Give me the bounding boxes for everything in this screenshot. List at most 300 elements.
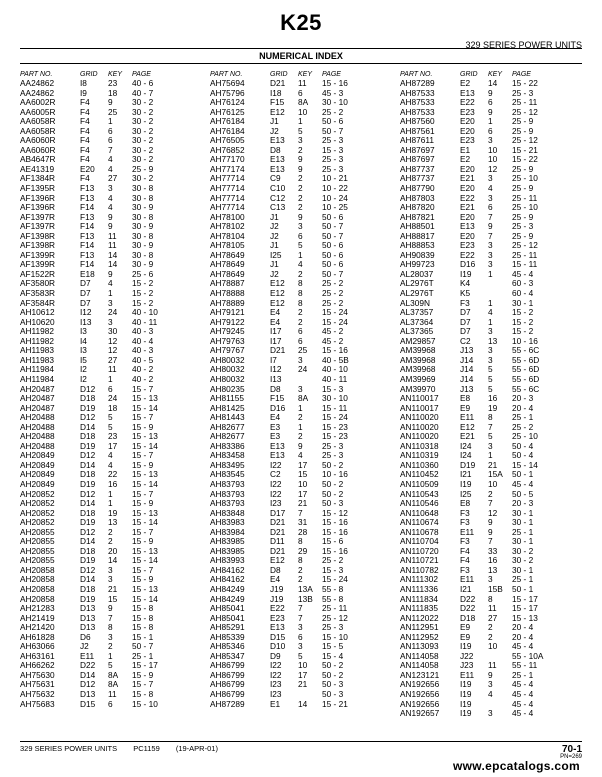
part-cell: AH20488 (20, 431, 55, 442)
grid-cell: D21 (270, 526, 286, 537)
page-cell: 30 - 8 (132, 249, 154, 260)
part-cell: AH86799 (210, 669, 245, 680)
grid-cell: F3 (460, 536, 470, 547)
page-cell: 15 - 17 (512, 593, 538, 604)
page-cell: 30 - 1 (512, 536, 534, 547)
page-cell: 15 - 4 (322, 650, 344, 661)
page-cell: 30 - 2 (132, 116, 154, 127)
page-cell: 15 - 7 (132, 564, 154, 575)
key-cell: 8 (298, 555, 303, 566)
page-cell: 30 - 10 (322, 97, 348, 108)
page-cell: 15 - 23 (322, 421, 348, 432)
key-cell: 3 (298, 622, 303, 633)
grid-cell: E11 (460, 412, 475, 423)
key-cell: 9 (488, 87, 493, 98)
key-cell: 12 (108, 335, 118, 346)
key-cell: 1 (108, 498, 113, 509)
key-cell: 1 (298, 249, 303, 260)
grid-cell: I13 (270, 373, 282, 384)
key-cell: 28 (298, 526, 308, 537)
grid-cell: E12 (270, 278, 285, 289)
part-cell: AH83848 (210, 507, 245, 518)
key-cell: 15 (108, 593, 118, 604)
page-cell: 30 - 1 (512, 507, 534, 518)
key-cell: 8 (488, 412, 493, 423)
part-cell: AH87533 (400, 87, 435, 98)
part-cell: AA6002R (20, 97, 56, 108)
grid-cell: F4 (80, 125, 90, 136)
grid-cell: I4 (80, 335, 87, 346)
grid-cell: D12 (80, 383, 96, 394)
page-cell: 50 - 7 (322, 268, 344, 279)
key-cell: 12 (108, 345, 118, 356)
part-cell: AF3580R (20, 278, 56, 289)
pn-code: PN=269 (560, 754, 582, 760)
grid-cell: E23 (460, 106, 475, 117)
key-cell: 2 (488, 631, 493, 642)
part-cell: AH87737 (400, 173, 435, 184)
key-cell: 2 (298, 564, 303, 575)
grid-cell: J19 (270, 593, 284, 604)
key-cell: 2 (298, 431, 303, 442)
page-cell: 15 - 14 (132, 478, 158, 489)
page-cell: 15 - 9 (132, 459, 154, 470)
table-row (400, 709, 590, 719)
part-cell: AH20852 (20, 517, 55, 528)
key-cell: 13 (488, 564, 498, 575)
part-cell: AL2976T (400, 278, 434, 289)
part-cell: AH63066 (20, 641, 55, 652)
page-cell: 15 - 14 (132, 555, 158, 566)
grid-cell: J14 (460, 364, 474, 375)
part-cell: AN110648 (400, 507, 439, 518)
key-cell: 3 (488, 574, 493, 585)
page-cell: 55 - 6D (512, 354, 540, 365)
page-cell: 25 - 2 (322, 555, 344, 566)
part-cell: AH87289 (210, 698, 245, 709)
key-cell: 1 (488, 316, 493, 327)
grid-cell: E13 (270, 440, 285, 451)
page-cell: 40 - 2 (132, 373, 154, 384)
part-cell: AH88817 (400, 230, 435, 241)
key-cell: 3 (488, 708, 493, 719)
part-cell: AH76184 (210, 116, 245, 127)
key-cell: 25 (298, 345, 308, 356)
part-cell: AM39968 (400, 364, 436, 375)
key-cell: 21 (298, 679, 308, 690)
part-cell: AN110674 (400, 517, 439, 528)
grid-cell: J14 (460, 373, 474, 384)
grid-cell: E3 (270, 421, 281, 432)
grid-cell: F14 (80, 221, 95, 232)
part-cell: AH66262 (20, 660, 55, 671)
key-cell: 27 (108, 354, 118, 365)
key-cell: 3 (108, 564, 113, 575)
grid-cell: I12 (270, 364, 282, 375)
top-rule (20, 48, 582, 49)
grid-cell: E22 (460, 97, 475, 108)
key-cell: 11 (298, 78, 307, 88)
part-cell: AH99723 (400, 259, 435, 270)
key-cell: 29 (298, 545, 308, 556)
key-cell: 8A (108, 669, 119, 680)
page-cell: 60 - 4 (512, 288, 534, 299)
part-cell: AH75632 (20, 689, 55, 699)
part-cell: AH87790 (400, 183, 435, 194)
key-cell: 6 (108, 383, 113, 394)
part-cell: AH78887 (210, 278, 245, 289)
header-page: PAGE (132, 71, 151, 78)
key-cell: 1 (488, 297, 493, 308)
page-cell: 15 - 13 (132, 507, 158, 518)
key-cell: 3 (488, 249, 493, 260)
key-cell: 11 (488, 660, 497, 671)
page-cell: 15 - 13 (132, 431, 158, 442)
part-cell: AH20855 (20, 555, 55, 566)
key-cell: 1 (108, 288, 113, 299)
grid-cell: D14 (80, 669, 96, 680)
grid-cell: I24 (460, 450, 472, 461)
grid-cell: D12 (80, 450, 96, 461)
grid-cell: D7 (460, 307, 471, 318)
key-cell: 4 (108, 163, 113, 174)
grid-cell: I5 (80, 354, 87, 365)
grid-cell: E12 (270, 288, 285, 299)
key-cell: 8 (298, 297, 303, 308)
page-cell: 15 - 9 (132, 669, 154, 680)
key-cell: 9 (298, 440, 303, 451)
header-page: PAGE (322, 71, 341, 78)
key-cell: 4 (108, 459, 113, 470)
key-cell: 6 (108, 698, 113, 709)
grid-cell: D19 (80, 517, 96, 528)
key-cell: 2 (108, 536, 113, 547)
part-cell: AH20858 (20, 583, 55, 594)
grid-cell: I19 (460, 689, 472, 699)
grid-cell: E20 (460, 163, 475, 174)
page-cell: 25 - 12 (512, 240, 538, 251)
part-cell: AF1397R (20, 221, 56, 232)
page-cell: 20 - 3 (512, 498, 534, 509)
page-cell: 25 - 3 (322, 135, 344, 146)
part-cell: AF1396R (20, 202, 56, 213)
part-cell: AF3583R (20, 288, 56, 299)
grid-cell: D13 (80, 612, 96, 623)
part-cell: AH20849 (20, 450, 55, 461)
page-cell: 45 - 3 (322, 87, 344, 98)
key-cell: 7 (488, 211, 493, 222)
grid-cell: K4 (460, 278, 471, 289)
part-cell: AF1384R (20, 173, 56, 184)
part-cell: AF3584R (20, 297, 56, 308)
page-cell: 15 - 7 (132, 412, 154, 423)
key-cell: 4 (488, 183, 493, 194)
key-cell: 8 (298, 278, 303, 289)
grid-cell: E12 (270, 555, 285, 566)
part-cell: AH85339 (210, 631, 245, 642)
page-cell: 45 - 4 (512, 478, 534, 489)
part-cell: AN110318 (400, 440, 439, 451)
part-cell: AH20849 (20, 478, 55, 489)
key-cell: 5 (108, 421, 113, 432)
key-cell: 6 (298, 335, 303, 346)
part-cell: AH77174 (210, 163, 245, 174)
part-cell: AH76124 (210, 97, 245, 108)
page-cell: 50 - 3 (322, 679, 344, 690)
grid-cell: I23 (270, 689, 282, 699)
page-cell: 25 - 9 (512, 125, 534, 136)
grid-cell: E11 (460, 526, 475, 537)
part-cell: AH86799 (210, 660, 245, 671)
footer-series: 329 SERIES POWER UNITS (20, 744, 118, 753)
grid-cell: D7 (80, 278, 91, 289)
part-cell: AH81443 (210, 412, 245, 423)
key-cell: 6 (488, 125, 493, 136)
page-cell: 30 - 1 (512, 564, 534, 575)
part-cell: AH84249 (210, 583, 245, 594)
page-cell: 15 - 13 (132, 583, 158, 594)
grid-cell: C9 (270, 173, 281, 184)
key-cell: 3 (488, 173, 493, 184)
page-cell: 15 - 17 (512, 603, 538, 614)
page-cell: 40 - 7 (132, 87, 154, 98)
grid-cell: F4 (80, 173, 90, 184)
page-cell: 30 - 2 (132, 154, 154, 165)
part-cell: AH83983 (210, 517, 245, 528)
key-cell: 5 (488, 431, 493, 442)
key-cell: 30 (108, 326, 118, 337)
key-cell: 1 (298, 116, 303, 127)
page-cell: 25 - 3 (512, 221, 534, 232)
grid-cell: F13 (80, 230, 95, 241)
part-cell: AH87821 (400, 211, 435, 222)
part-cell: AH78105 (210, 240, 245, 251)
grid-cell: J19 (270, 583, 284, 594)
page-cell: 25 - 2 (322, 288, 344, 299)
part-cell: AH75630 (20, 669, 55, 680)
part-cell: AH87289 (400, 78, 435, 88)
page-cell: 15 - 7 (132, 679, 154, 690)
part-cell: AH21419 (20, 612, 55, 623)
key-cell: 17 (108, 440, 118, 451)
page-cell: 15 - 16 (322, 526, 348, 537)
grid-cell: D14 (80, 421, 96, 432)
grid-cell: E8 (460, 393, 471, 404)
grid-cell: I22 (270, 660, 282, 671)
page-cell: 10 - 16 (322, 469, 348, 480)
grid-cell: I19 (460, 698, 472, 709)
key-cell: 14 (488, 78, 498, 88)
page-cell: 15 - 3 (322, 144, 344, 155)
grid-cell: D13 (80, 689, 96, 699)
key-cell: 10 (488, 154, 498, 165)
key-cell: 23 (108, 431, 118, 442)
page-cell: 50 - 7 (322, 230, 344, 241)
page-cell: 15 - 16 (322, 78, 348, 88)
key-cell: 3 (488, 192, 493, 203)
part-cell: AH77714 (210, 192, 245, 203)
bottom-rule (20, 741, 582, 742)
key-cell: 9 (108, 211, 113, 222)
key-cell: 9 (108, 221, 113, 232)
page-cell: 30 - 8 (132, 183, 154, 194)
part-cell: AH78649 (210, 259, 245, 270)
grid-cell: E23 (270, 612, 285, 623)
grid-cell: D15 (80, 698, 96, 709)
page-cell: 25 - 3 (322, 450, 344, 461)
key-cell: 3 (488, 354, 493, 365)
page-cell: 15 - 13 (132, 393, 158, 404)
page-cell: 40 - 3 (132, 326, 154, 337)
key-cell: 17 (298, 459, 308, 470)
key-cell: 3 (298, 383, 303, 394)
table-row (210, 700, 400, 710)
grid-cell: J1 (270, 240, 279, 251)
page-cell: 30 - 9 (132, 259, 154, 270)
page-cell: 15 - 5 (322, 641, 344, 652)
grid-cell: D16 (460, 259, 476, 270)
key-cell: 1 (108, 116, 113, 127)
page-cell: 40 - 11 (322, 373, 348, 384)
page-cell: 15 - 24 (322, 574, 348, 585)
page-cell: 25 - 2 (322, 278, 344, 289)
key-cell: 10 (298, 660, 308, 671)
grid-cell: I21 (460, 469, 472, 480)
key-cell: 9 (298, 211, 303, 222)
grid-cell: D17 (270, 507, 286, 518)
grid-cell: D22 (460, 593, 476, 604)
key-cell: 14 (108, 555, 118, 566)
page-cell: 15 - 14 (132, 402, 158, 413)
grid-cell: D13 (80, 622, 96, 633)
page-cell: 15 - 14 (132, 517, 158, 528)
key-cell: 4 (108, 450, 113, 461)
page-cell: 45 - 4 (512, 641, 534, 652)
key-cell: 14 (298, 698, 308, 709)
page-cell: 45 - 4 (512, 689, 534, 699)
page-cell: 25 - 10 (512, 202, 538, 213)
key-cell: 7 (488, 421, 493, 432)
key-cell: 17 (298, 488, 308, 499)
page-cell: 10 - 16 (512, 335, 538, 346)
key-cell: 9 (488, 526, 493, 537)
grid-cell: D11 (270, 536, 285, 547)
part-cell: AH63161 (20, 650, 55, 661)
part-cell: AH88853 (400, 240, 435, 251)
grid-cell: I12 (80, 307, 92, 318)
key-cell: 4 (108, 278, 113, 289)
key-cell: 1 (488, 268, 493, 279)
grid-cell: J22 (460, 650, 474, 661)
page-cell: 15 - 8 (132, 612, 154, 623)
page-cell: 15 - 8 (132, 603, 154, 614)
page-cell: 30 - 1 (512, 297, 534, 308)
grid-cell: I22 (270, 478, 282, 489)
page-cell: 50 - 1 (512, 469, 534, 480)
part-cell: AH21283 (20, 603, 55, 614)
page-cell: 15 - 22 (512, 78, 538, 88)
part-cell: AH10612 (20, 307, 55, 318)
grid-cell: D8 (270, 383, 281, 394)
part-cell: AH82677 (210, 421, 245, 432)
key-cell: 2 (488, 488, 493, 499)
key-cell: 9 (298, 163, 303, 174)
key-cell: 7 (488, 536, 493, 547)
page-cell: 15 - 14 (132, 440, 158, 451)
key-cell: 3 (298, 354, 303, 365)
part-cell: AN110543 (400, 488, 439, 499)
page-cell: 45 - 2 (322, 326, 344, 337)
page-cell: 15 - 10 (132, 698, 158, 709)
part-cell: AH81425 (210, 402, 245, 413)
page-cell: 25 - 1 (512, 526, 534, 537)
footer-info (20, 744, 218, 753)
grid-cell: E1 (270, 698, 281, 709)
page-cell: 15 - 1 (132, 631, 154, 642)
page-cell: 25 - 9 (512, 183, 534, 194)
part-cell: AH20852 (20, 488, 55, 499)
part-cell: AA24862 (20, 87, 55, 98)
page-cell: 40 - 2 (132, 364, 154, 375)
grid-cell: F14 (80, 202, 95, 213)
grid-cell: E18 (80, 268, 95, 279)
key-cell: 2 (108, 641, 113, 652)
page-cell: 50 - 2 (322, 669, 344, 680)
grid-cell: F4 (460, 555, 470, 566)
key-cell: 4 (298, 450, 303, 461)
grid-cell: F15 (270, 393, 285, 404)
grid-cell: E20 (460, 183, 475, 194)
key-cell: 5 (488, 373, 493, 384)
part-cell: AH11983 (20, 354, 54, 365)
page-cell: 25 - 11 (512, 249, 538, 260)
grid-cell: D18 (80, 469, 96, 480)
part-cell: AH84162 (210, 574, 245, 585)
key-cell: 9 (488, 221, 493, 232)
part-cell: AH79122 (210, 316, 245, 327)
page-cell: 30 - 2 (132, 97, 154, 108)
part-cell: AN114058 (400, 660, 439, 671)
page-cell: 25 - 6 (132, 268, 154, 279)
key-cell: 4 (108, 154, 113, 165)
key-cell: 2 (298, 316, 303, 327)
page-cell: 30 - 2 (132, 135, 154, 146)
page-cell: 15 - 7 (132, 526, 154, 537)
key-cell: 2 (298, 183, 303, 194)
watermark-link[interactable]: www.epcatalogs.com (453, 759, 580, 773)
part-cell: AL2976T (400, 288, 434, 299)
page-cell: 20 - 4 (512, 631, 534, 642)
part-cell: AH21420 (20, 622, 55, 633)
part-cell: AN112952 (400, 631, 439, 642)
page-cell: 15 - 2 (132, 297, 154, 308)
grid-cell: D21 (270, 517, 286, 528)
page-cell: 25 - 11 (512, 97, 538, 108)
key-cell: 27 (108, 173, 118, 184)
page-cell: 15 - 9 (132, 574, 154, 585)
key-cell: 6 (298, 326, 303, 337)
grid-cell: D14 (80, 498, 96, 509)
page-cell: 50 - 2 (322, 478, 344, 489)
grid-cell: E4 (270, 307, 281, 318)
key-cell: 12 (488, 507, 498, 518)
key-cell: 7 (298, 507, 303, 518)
part-cell: AM39969 (400, 373, 436, 384)
page-cell: 15 - 21 (322, 698, 348, 709)
page-cell: 40 - 5B (322, 354, 349, 365)
part-cell: AN111336 (400, 583, 438, 594)
part-cell: AF1398R (20, 240, 56, 251)
